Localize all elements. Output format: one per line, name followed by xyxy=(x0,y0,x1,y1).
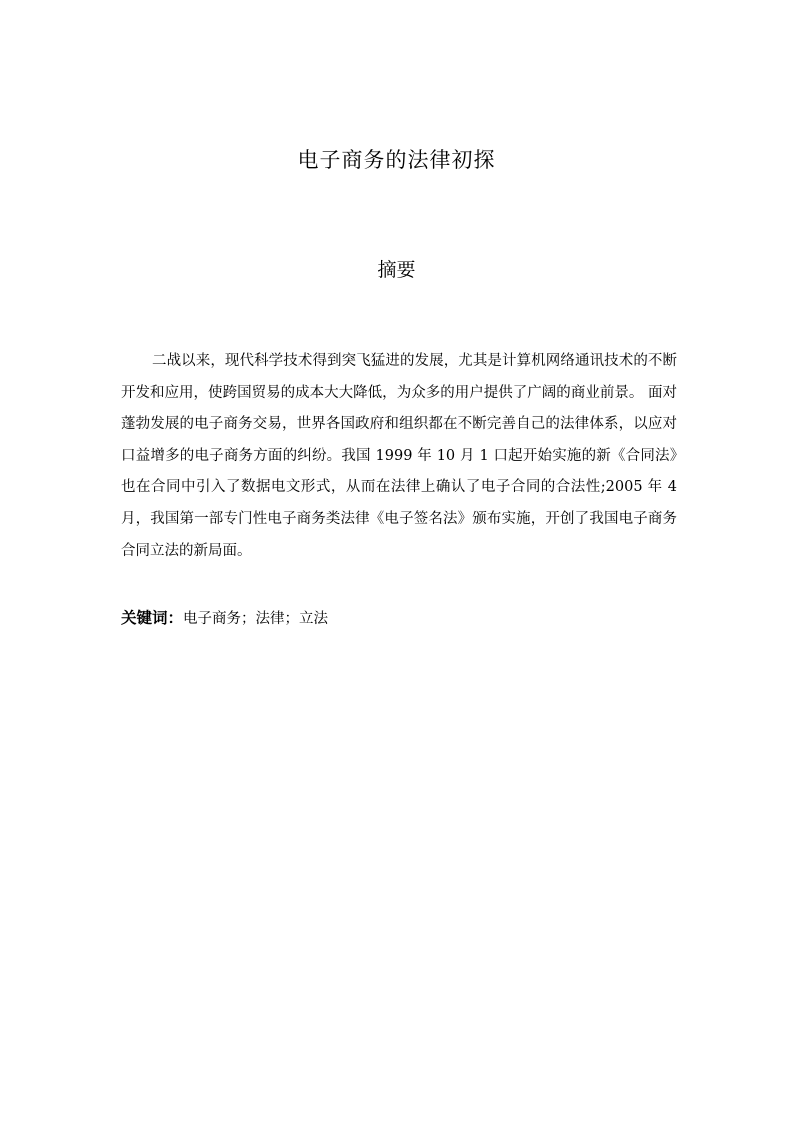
keywords-line xyxy=(121,604,328,633)
keywords-value: 电子商务；法律；立法 xyxy=(183,611,329,627)
abstract-heading: 摘要 xyxy=(377,259,416,281)
keywords-label: 关键词： xyxy=(121,609,184,627)
document-title: 电子商务的法律初探 xyxy=(297,148,496,172)
abstract-paragraph: 二战以来，现代科学技术得到突飞猛进的发展，尤其是计算机网络通讯技术的不断开发和应用，使跨国贸易的成本大大降低，为众多的用户提供了广阔的商业前景。 面对蓬勃发展的电子商务交易，世界各国政府和组织都在不断完善自己的法律体系，以应对口益增多的电子商务方面的纠纷。我国 1999 年 10 月 1 口起开始实施的新《合同法》也在合同中引入了数据电文形式，从而在法律上确认了电子合同的合法性;2005 年 4 月，我国第一部专门性电子商务类法律《电子签名法》颁布实施，开创了我国电子商务合同立法的新局面。 xyxy=(121,353,677,559)
